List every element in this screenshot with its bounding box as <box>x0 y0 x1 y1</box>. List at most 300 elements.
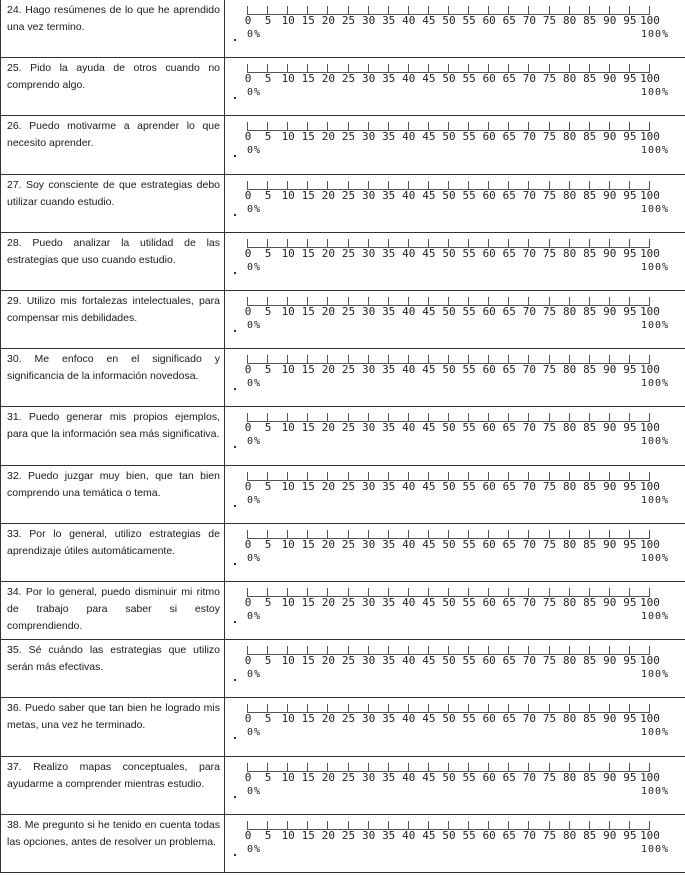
scale-tick-label: 80 <box>562 363 577 377</box>
scale-tick-label: 35 <box>382 305 396 318</box>
scale-tick-label: 40 <box>402 363 416 377</box>
scale-tick-label: 65 <box>502 712 516 726</box>
scale-tick-label: 75 <box>542 770 557 784</box>
scale-tick-label: 0 <box>244 596 252 609</box>
scale-tick-label: 75 <box>542 188 557 202</box>
scale-tick-label: 80 <box>562 72 577 86</box>
scale-tick-label: 15 <box>301 188 315 202</box>
scale-tick-label: 15 <box>301 363 315 377</box>
scale-tick-label: 0 <box>244 363 252 377</box>
scale-min-label: 0% <box>247 378 262 390</box>
scale-tick-label: 30 <box>361 130 376 144</box>
scale-tick-label: 45 <box>422 828 436 842</box>
scale-max-label: 100% <box>641 145 670 157</box>
scale-tick-label: 0 <box>244 421 252 435</box>
scale-tick-label: 5 <box>264 654 272 668</box>
bullet-dot <box>234 621 236 623</box>
scale-tick-label: 50 <box>442 305 456 318</box>
scale-tick-label: 100 <box>640 654 660 668</box>
scale-tick-label: 55 <box>462 537 476 551</box>
scale-tick-label: 65 <box>502 305 516 318</box>
scale-tick-label: 85 <box>583 828 597 842</box>
question-text: 36. Puedo saber que tan bien he logrado mis metas, una vez he terminado. <box>0 698 225 755</box>
question-text: 26. Puedo motivarme a aprender lo que necesito aprender. <box>0 116 225 173</box>
scale-tick-label: 95 <box>623 72 637 86</box>
scale-tick-label: 45 <box>422 130 436 144</box>
scale-tick-label: 40 <box>402 828 416 842</box>
scale-max-label: 100% <box>641 29 670 40</box>
percentage-scale[interactable] <box>225 815 685 872</box>
scale-tick-label: 80 <box>562 130 577 144</box>
scale-tick-label: 0 <box>244 712 252 726</box>
scale-tick-label: 60 <box>482 363 496 377</box>
scale-tick-label: 50 <box>442 770 456 784</box>
scale-tick-label: 10 <box>281 770 295 784</box>
scale-tick-label: 65 <box>502 188 516 202</box>
percentage-scale[interactable] <box>225 582 685 639</box>
scale-tick-label: 0 <box>244 130 252 144</box>
scale-tick-label: 75 <box>542 305 557 318</box>
scale-tick-label: 55 <box>462 305 476 318</box>
scale-tick-label: 55 <box>462 654 476 668</box>
scale-tick-label: 25 <box>341 246 356 260</box>
scale-tick-label: 55 <box>462 14 476 27</box>
bullet-dot <box>234 563 236 565</box>
scale-tick-label: 5 <box>264 363 272 377</box>
scale-tick-label: 70 <box>522 654 537 668</box>
scale-tick-label: 95 <box>623 828 637 842</box>
scale-tick-label: 60 <box>482 712 496 726</box>
question-row <box>0 757 685 815</box>
scale-tick-label: 20 <box>321 654 336 668</box>
scale-tick-label: 100 <box>640 246 660 260</box>
bullet-dot <box>234 388 236 390</box>
bullet-dot <box>234 97 236 99</box>
scale-tick-label: 90 <box>603 14 617 27</box>
scale-tick-label: 50 <box>442 479 456 493</box>
scale-tick-label: 90 <box>603 421 617 435</box>
scale-tick-label: 10 <box>281 72 295 86</box>
scale-tick-label: 40 <box>402 72 416 86</box>
scale-tick-label: 70 <box>522 246 537 260</box>
scale-tick-label: 85 <box>583 479 597 493</box>
scale-tick-label: 80 <box>562 654 577 668</box>
scale-tick-label: 95 <box>623 130 637 144</box>
scale-tick-label: 70 <box>522 770 537 784</box>
scale-tick-label: 50 <box>442 363 456 377</box>
scale-tick-label: 10 <box>281 712 295 726</box>
percentage-scale[interactable] <box>225 640 685 697</box>
scale-tick-label: 25 <box>341 479 356 493</box>
scale-tick-label: 65 <box>502 363 516 377</box>
scale-tick-label: 75 <box>542 537 557 551</box>
scale-tick-label: 60 <box>482 130 496 144</box>
scale-tick-label: 75 <box>542 654 557 668</box>
scale-tick-label: 55 <box>462 72 476 86</box>
scale-tick-label: 20 <box>321 479 336 493</box>
scale-tick-label: 5 <box>264 305 272 318</box>
scale-tick-label: 25 <box>341 828 356 842</box>
scale-tick-label: 45 <box>422 479 436 493</box>
scale-tick-label: 90 <box>603 363 617 377</box>
scale-tick-label: 40 <box>402 246 416 260</box>
scale-tick-label: 20 <box>321 246 336 260</box>
scale-tick-label: 95 <box>623 363 637 377</box>
scale-tick-label: 50 <box>442 712 456 726</box>
scale-tick-label: 80 <box>562 537 577 551</box>
scale-tick-label: 55 <box>462 770 476 784</box>
scale-max-label: 100% <box>641 727 670 739</box>
scale-min-label: 0% <box>247 203 262 215</box>
question-row <box>0 466 685 524</box>
scale-tick-label: 15 <box>301 246 315 260</box>
scale-tick-label: 55 <box>462 188 476 202</box>
scale-tick-label: 35 <box>382 654 396 668</box>
scale-tick-label: 100 <box>640 188 660 202</box>
bullet-dot <box>234 155 236 157</box>
scale-tick-label: 65 <box>502 654 516 668</box>
scale-tick-label: 20 <box>321 828 336 842</box>
scale-tick-label: 35 <box>382 596 396 609</box>
scale-tick-label: 35 <box>382 770 396 784</box>
scale-tick-label: 70 <box>522 421 537 435</box>
scale-max-label: 100% <box>641 552 670 564</box>
scale-tick-label: 85 <box>583 363 597 377</box>
scale-tick-label: 5 <box>264 828 272 842</box>
scale-tick-label: 10 <box>281 130 295 144</box>
scale-tick-label: 30 <box>361 828 376 842</box>
percentage-scale[interactable] <box>225 757 685 814</box>
scale-tick-label: 20 <box>321 72 336 86</box>
scale-tick-label: 25 <box>341 14 356 27</box>
scale-tick-label: 20 <box>321 188 336 202</box>
scale-tick-label: 25 <box>341 305 356 318</box>
scale-tick-label: 60 <box>482 479 496 493</box>
scale-tick-label: 100 <box>640 305 660 318</box>
scale-tick-label: 65 <box>502 14 516 27</box>
scale-tick-label: 15 <box>301 479 315 493</box>
scale-tick-label: 30 <box>361 421 376 435</box>
bullet-dot <box>234 854 236 856</box>
scale-tick-label: 40 <box>402 537 416 551</box>
scale-tick-label: 10 <box>281 654 295 668</box>
percentage-scale[interactable] <box>225 349 685 406</box>
scale-tick-label: 15 <box>301 14 315 27</box>
scale-tick-label: 75 <box>542 246 557 260</box>
scale-tick-label: 0 <box>244 654 252 668</box>
scale-tick-label: 0 <box>244 305 252 318</box>
scale-tick-label: 90 <box>603 479 617 493</box>
scale-tick-label: 90 <box>603 246 617 260</box>
scale-tick-label: 10 <box>281 828 295 842</box>
question-row <box>0 407 685 465</box>
scale-tick-label: 85 <box>583 130 597 144</box>
scale-tick-label: 35 <box>382 537 396 551</box>
scale-tick-label: 100 <box>640 596 660 609</box>
scale-tick-label: 50 <box>442 421 456 435</box>
scale-tick-label: 85 <box>583 712 597 726</box>
scale-tick-label: 10 <box>281 305 295 318</box>
percentage-scale[interactable] <box>225 175 685 232</box>
scale-tick-label: 75 <box>542 421 557 435</box>
scale-tick-label: 45 <box>422 363 436 377</box>
scale-tick-label: 85 <box>583 14 597 27</box>
question-text: 32. Puedo juzgar muy bien, que tan bien comprendo una temática o tema. <box>0 466 225 523</box>
scale-tick-label: 90 <box>603 828 617 842</box>
scale-tick-label: 35 <box>382 363 396 377</box>
scale-tick-label: 0 <box>244 14 252 27</box>
scale-tick-label: 5 <box>264 479 272 493</box>
scale-tick-label: 35 <box>382 130 396 144</box>
scale-tick-label: 15 <box>301 130 315 144</box>
scale-tick-label: 20 <box>321 596 336 609</box>
scale-tick-label: 25 <box>341 770 356 784</box>
question-row <box>0 349 685 407</box>
scale-tick-label: 15 <box>301 828 315 842</box>
scale-min-label: 0% <box>247 87 262 99</box>
scale-tick-label: 50 <box>442 246 456 260</box>
question-text: 37. Realizo mapas conceptuales, para ayudarme a comprender mientras estudio. <box>0 757 225 814</box>
scale-tick-label: 15 <box>301 72 315 86</box>
scale-tick-label: 70 <box>522 305 537 318</box>
scale-tick-label: 75 <box>542 596 557 609</box>
scale-tick-label: 45 <box>422 14 436 27</box>
scale-tick-label: 40 <box>402 654 416 668</box>
percentage-scale[interactable] <box>225 407 685 464</box>
question-text: 33. Por lo general, utilizo estrategias de aprendizaje útiles automáticamente. <box>0 524 225 581</box>
percentage-scale[interactable] <box>225 524 685 581</box>
bullet-dot <box>234 505 236 507</box>
scale-tick-label: 100 <box>640 828 660 842</box>
scale-max-label: 100% <box>641 669 670 681</box>
question-row <box>0 233 685 291</box>
scale-tick-label: 0 <box>244 479 252 493</box>
scale-tick-label: 45 <box>422 421 436 435</box>
question-row <box>0 698 685 756</box>
question-text: 35. Sé cuándo las estrategias que utilizo serán más efectivas. <box>0 640 225 697</box>
question-text: 24. Hago resúmenes de lo que he aprendido una vez termino. <box>0 0 225 57</box>
bullet-dot <box>234 737 236 739</box>
scale-tick-label: 30 <box>361 654 376 668</box>
scale-tick-label: 5 <box>264 72 272 86</box>
percentage-scale[interactable] <box>225 233 685 290</box>
scale-tick-label: 35 <box>382 828 396 842</box>
scale-tick-label: 90 <box>603 770 617 784</box>
scale-tick-label: 30 <box>361 305 376 318</box>
scale-tick-label: 40 <box>402 770 416 784</box>
scale-tick-label: 45 <box>422 596 436 609</box>
scale-min-label: 0% <box>247 29 262 40</box>
percentage-scale[interactable] <box>225 116 685 173</box>
scale-tick-label: 15 <box>301 537 315 551</box>
scale-tick-label: 85 <box>583 188 597 202</box>
scale-tick-label: 85 <box>583 421 597 435</box>
scale-tick-label: 65 <box>502 596 516 609</box>
scale-tick-label: 55 <box>462 828 476 842</box>
scale-tick-label: 100 <box>640 712 660 726</box>
scale-tick-label: 5 <box>264 130 272 144</box>
scale-tick-label: 30 <box>361 537 376 551</box>
scale-tick-label: 100 <box>640 479 660 493</box>
question-text: 28. Puedo analizar la utilidad de las estrategias que uso cuando estudio. <box>0 233 225 290</box>
scale-tick-label: 15 <box>301 654 315 668</box>
scale-tick-label: 70 <box>522 14 537 27</box>
scale-tick-label: 35 <box>382 14 396 27</box>
scale-tick-label: 70 <box>522 72 537 86</box>
percentage-scale[interactable] <box>225 0 685 57</box>
question-row <box>0 0 685 58</box>
scale-tick-label: 35 <box>382 421 396 435</box>
scale-tick-label: 95 <box>623 14 637 27</box>
scale-tick-label: 5 <box>264 14 272 27</box>
scale-max-label: 100% <box>641 320 670 331</box>
scale-tick-label: 40 <box>402 421 416 435</box>
scale-tick-label: 95 <box>623 654 637 668</box>
scale-tick-label: 50 <box>442 654 456 668</box>
scale-tick-label: 5 <box>264 770 272 784</box>
scale-tick-label: 70 <box>522 363 537 377</box>
scale-tick-label: 25 <box>341 712 356 726</box>
scale-tick-label: 75 <box>542 712 557 726</box>
scale-tick-label: 60 <box>482 305 496 318</box>
scale-tick-label: 60 <box>482 421 496 435</box>
scale-tick-label: 35 <box>382 246 396 260</box>
scale-tick-label: 65 <box>502 130 516 144</box>
scale-tick-label: 50 <box>442 72 456 86</box>
scale-tick-label: 70 <box>522 479 537 493</box>
scale-tick-label: 60 <box>482 770 496 784</box>
scale-min-label: 0% <box>247 843 262 855</box>
scale-tick-label: 95 <box>623 712 637 726</box>
scale-tick-label: 30 <box>361 14 376 27</box>
question-text: 29. Utilizo mis fortalezas intelectuales, para compensar mis debilidades. <box>0 291 225 348</box>
scale-min-label: 0% <box>247 611 262 622</box>
scale-tick-label: 90 <box>603 712 617 726</box>
question-text: 38. Me pregunto si he tenido en cuenta todas las opciones, antes de resolver un problema. <box>0 815 225 872</box>
question-row <box>0 116 685 174</box>
scale-tick-label: 60 <box>482 188 496 202</box>
scale-tick-label: 20 <box>321 421 336 435</box>
scale-min-label: 0% <box>247 552 262 564</box>
question-text: 31. Puedo generar mis propios ejemplos, para que la información sea más significativa. <box>0 407 225 464</box>
scale-tick-label: 50 <box>442 537 456 551</box>
scale-tick-label: 85 <box>583 305 597 318</box>
scale-tick-label: 100 <box>640 421 660 435</box>
scale-tick-label: 5 <box>264 537 272 551</box>
scale-tick-label: 60 <box>482 596 496 609</box>
scale-tick-label: 10 <box>281 188 295 202</box>
scale-tick-label: 10 <box>281 363 295 377</box>
question-text: 27. Soy consciente de que estrategias debo utilizar cuando estudio. <box>0 175 225 232</box>
scale-tick-label: 50 <box>442 188 456 202</box>
question-row <box>0 175 685 233</box>
scale-tick-label: 0 <box>244 537 252 551</box>
scale-tick-label: 65 <box>502 72 516 86</box>
scale-tick-label: 90 <box>603 188 617 202</box>
scale-tick-label: 95 <box>623 305 637 318</box>
scale-tick-label: 65 <box>502 537 516 551</box>
scale-tick-label: 60 <box>482 654 496 668</box>
scale-tick-label: 25 <box>341 188 356 202</box>
scale-tick-label: 25 <box>341 72 356 86</box>
scale-max-label: 100% <box>641 843 670 855</box>
scale-tick-label: 80 <box>562 421 577 435</box>
scale-tick-label: 45 <box>422 654 436 668</box>
scale-tick-label: 55 <box>462 479 476 493</box>
question-row <box>0 291 685 349</box>
question-text: 25. Pido la ayuda de otros cuando no comprendo algo. <box>0 58 225 115</box>
question-text: 34. Por lo general, puedo disminuir mi ritmo de trabajo para saber si estoy comprendiendo. <box>0 582 225 639</box>
bullet-dot <box>234 679 236 681</box>
scale-tick-label: 70 <box>522 188 537 202</box>
scale-tick-label: 0 <box>244 246 252 260</box>
scale-tick-label: 80 <box>562 828 577 842</box>
scale-tick-label: 30 <box>361 72 376 86</box>
percentage-scale[interactable] <box>225 466 685 523</box>
scale-tick-label: 40 <box>402 596 416 609</box>
scale-tick-label: 60 <box>482 72 496 86</box>
scale-max-label: 100% <box>641 494 670 506</box>
scale-tick-label: 30 <box>361 770 376 784</box>
scale-tick-label: 20 <box>321 305 336 318</box>
question-row <box>0 815 685 873</box>
scale-tick-label: 90 <box>603 305 617 318</box>
scale-tick-label: 45 <box>422 246 436 260</box>
scale-tick-label: 85 <box>583 246 597 260</box>
scale-tick-label: 80 <box>562 712 577 726</box>
scale-tick-label: 5 <box>264 246 272 260</box>
question-row <box>0 524 685 582</box>
bullet-dot <box>234 330 236 332</box>
scale-tick-label: 35 <box>382 712 396 726</box>
scale-tick-label: 20 <box>321 770 336 784</box>
scale-tick-label: 45 <box>422 537 436 551</box>
scale-tick-label: 35 <box>382 479 396 493</box>
scale-tick-label: 0 <box>244 770 252 784</box>
scale-tick-label: 10 <box>281 537 295 551</box>
scale-max-label: 100% <box>641 378 670 390</box>
percentage-scale[interactable] <box>225 291 685 348</box>
scale-tick-label: 75 <box>542 479 557 493</box>
scale-tick-label: 90 <box>603 654 617 668</box>
scale-tick-label: 30 <box>361 596 376 609</box>
scale-tick-label: 100 <box>640 130 660 144</box>
scale-tick-label: 45 <box>422 712 436 726</box>
percentage-scale[interactable] <box>225 698 685 755</box>
scale-tick-label: 65 <box>502 246 516 260</box>
bullet-dot <box>234 39 236 41</box>
scale-max-label: 100% <box>641 203 670 215</box>
scale-tick-label: 20 <box>321 363 336 377</box>
scale-tick-label: 15 <box>301 305 315 318</box>
scale-tick-label: 20 <box>321 14 336 27</box>
question-row <box>0 640 685 698</box>
scale-tick-label: 40 <box>402 305 416 318</box>
scale-tick-label: 15 <box>301 770 315 784</box>
scale-tick-label: 75 <box>542 130 557 144</box>
scale-tick-label: 60 <box>482 14 496 27</box>
scale-tick-label: 75 <box>542 14 557 27</box>
scale-tick-label: 70 <box>522 130 537 144</box>
scale-tick-label: 50 <box>442 596 456 609</box>
scale-tick-label: 95 <box>623 188 637 202</box>
scale-tick-label: 15 <box>301 712 315 726</box>
scale-tick-label: 100 <box>640 770 660 784</box>
percentage-scale[interactable] <box>225 58 685 115</box>
scale-tick-label: 95 <box>623 537 637 551</box>
scale-tick-label: 60 <box>482 246 496 260</box>
scale-tick-label: 25 <box>341 130 356 144</box>
